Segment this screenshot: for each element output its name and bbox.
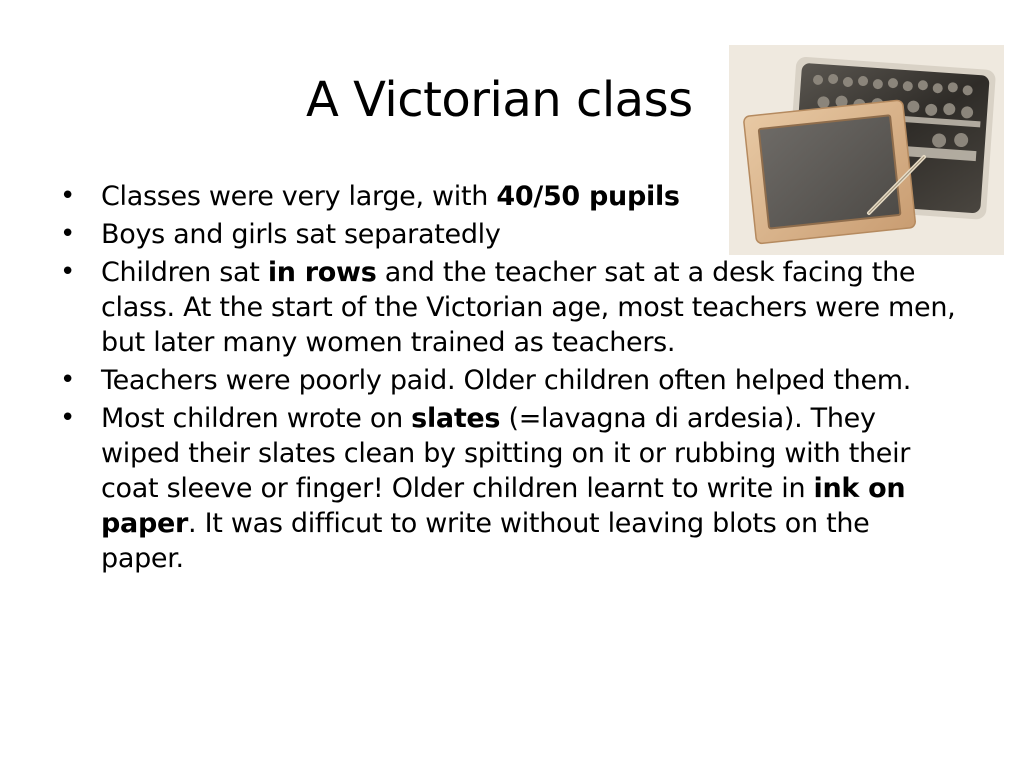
bullet-text: . It was difficut to write without leaving blots on the paper. xyxy=(101,508,870,574)
bullet-text: and the teacher sat at a desk facing the class. At the start of the Victorian age, most teachers were men, but later many women trained as teachers. xyxy=(101,257,956,358)
bullet-glyph: • xyxy=(60,219,76,249)
bullet-glyph: • xyxy=(60,365,76,395)
bullet-item xyxy=(60,179,960,214)
bullet-text: Most children wrote on xyxy=(101,403,412,434)
bullet-text: (=lavagna di ardesia). They wiped their slates clean by spitting on it or rubbing with their coat sleeve or finger! Older children learnt to write in xyxy=(101,403,911,504)
slide-title: A Victorian class xyxy=(306,72,693,128)
bullet-text: Children sat xyxy=(101,257,268,288)
bullet-bold-text: in rows xyxy=(267,257,377,288)
bullet-glyph: • xyxy=(60,181,76,211)
bullet-item xyxy=(60,363,960,398)
bullet-text: Classes were very large, with xyxy=(101,181,497,212)
bullet-bold-text: ink on paper xyxy=(101,473,906,539)
bullet-list xyxy=(60,179,960,579)
bullet-text: Boys and girls sat separatedly xyxy=(101,219,501,250)
bullet-glyph: • xyxy=(60,257,76,287)
bullet-bold-text: slates xyxy=(411,403,501,434)
bullet-item xyxy=(60,217,960,252)
bullet-item xyxy=(60,401,960,576)
bullet-bold-text: 40/50 pupils xyxy=(496,181,680,212)
bullet-item xyxy=(60,255,960,360)
bullet-text: Teachers were poorly paid. Older children often helped them. xyxy=(101,365,912,396)
bullet-glyph: • xyxy=(60,403,76,433)
